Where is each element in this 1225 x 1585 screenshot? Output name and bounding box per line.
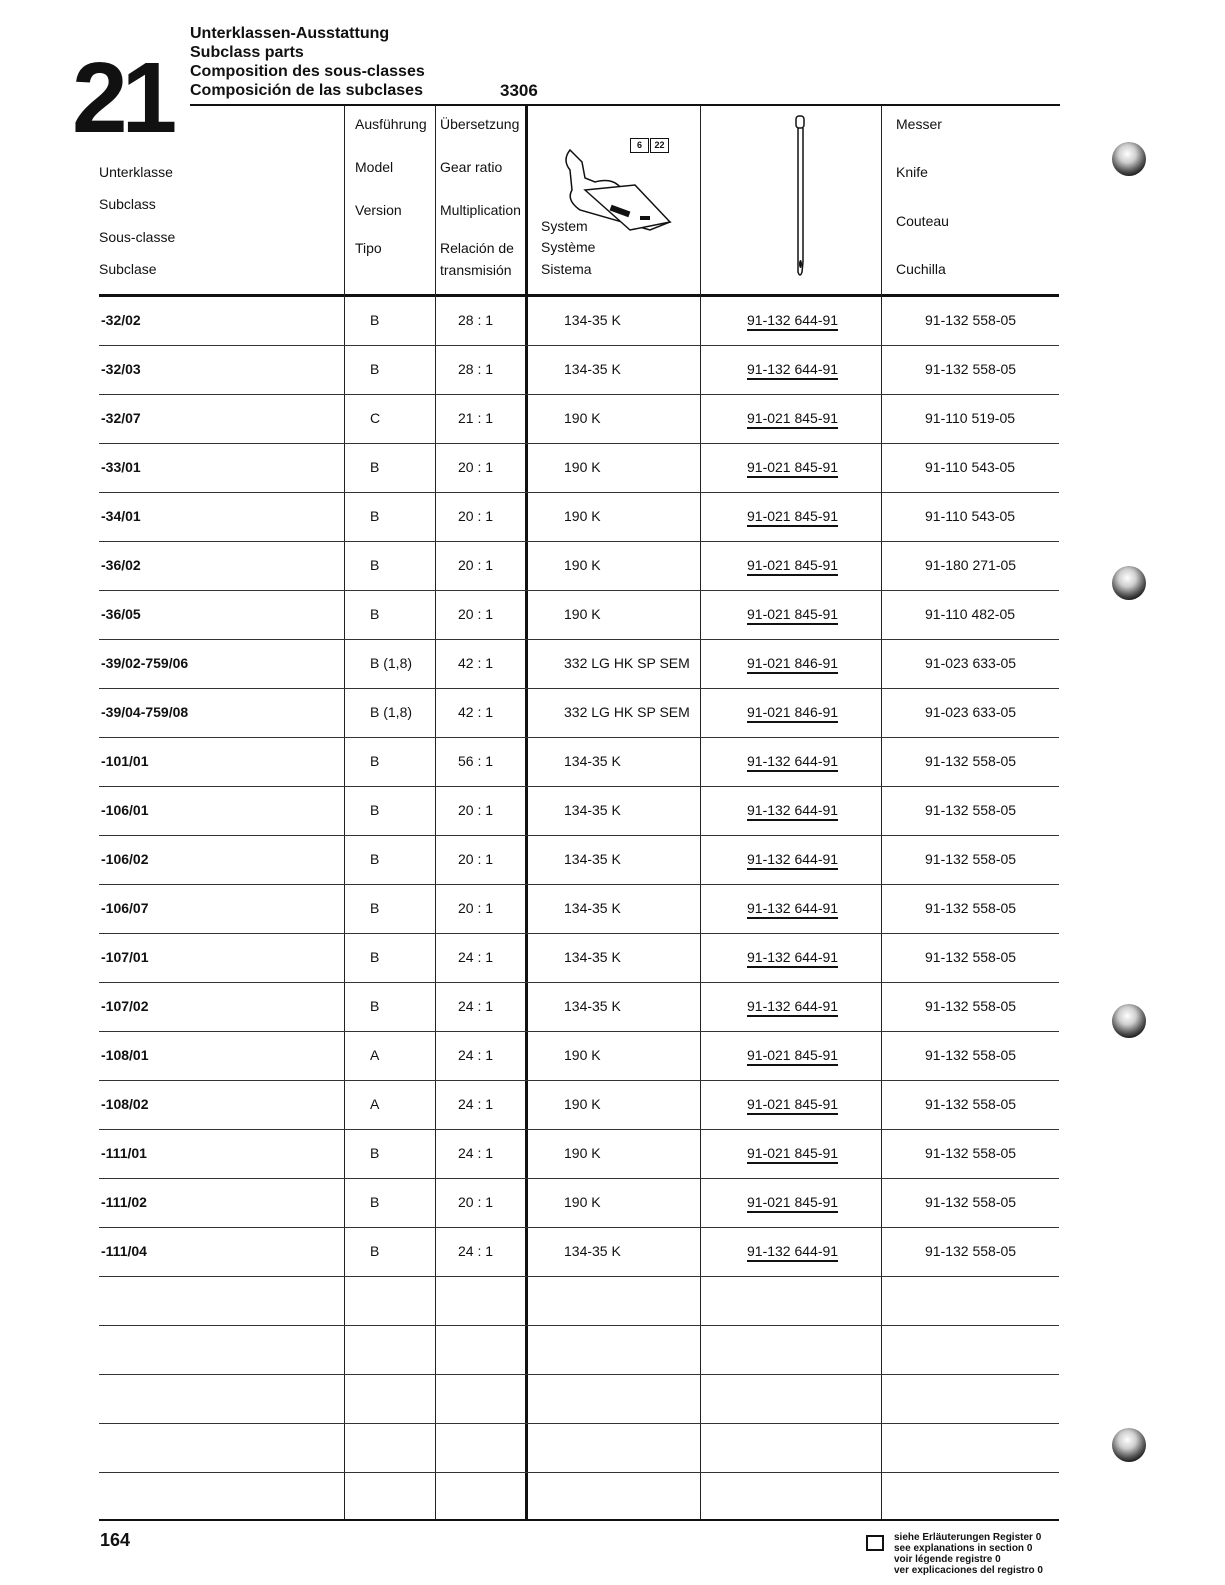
model-cell: B (370, 361, 380, 377)
knife-cell: 91-132 558-05 (925, 1194, 1017, 1210)
system-cell: 190 K (564, 1145, 601, 1161)
needle-plate-illustration (540, 130, 700, 240)
empty-row (99, 1472, 1059, 1521)
model-cell: B (370, 459, 380, 475)
system-cell: 332 LG HK SP SEM (564, 704, 690, 720)
needle-cell: 91-132 644-91 (747, 851, 838, 870)
legend-en: see explanations in section 0 (894, 1543, 1033, 1554)
model-cell: B (370, 1243, 380, 1259)
knife-cell: 91-132 558-05 (925, 1145, 1017, 1161)
gear-cell: 24 : 1 (458, 1096, 494, 1112)
table-row (99, 1031, 1059, 1081)
gear-cell: 24 : 1 (458, 998, 494, 1014)
binder-hole-icon (1112, 1004, 1146, 1038)
knife-cell: 91-132 558-05 (925, 900, 1017, 916)
gear-header-en: Gear ratio (440, 159, 503, 175)
needle-cell: 91-021 845-91 (747, 508, 838, 527)
needle-cell: 91-021 846-91 (747, 704, 838, 723)
system-cell: 134-35 K (564, 949, 621, 965)
badge-6: 6 (630, 138, 649, 153)
knife-cell: 91-132 558-05 (925, 1096, 1017, 1112)
needle-cell: 91-021 845-91 (747, 606, 838, 625)
table-row (99, 688, 1059, 738)
needle-cell: 91-021 845-91 (747, 459, 838, 478)
table-row (99, 884, 1059, 934)
knife-cell: 91-110 543-05 (925, 508, 1016, 524)
table-row (99, 1080, 1059, 1130)
gear-cell: 20 : 1 (458, 851, 494, 867)
model-cell: A (370, 1047, 380, 1063)
system-cell: 134-35 K (564, 753, 621, 769)
table-row (99, 443, 1059, 493)
title-fr: Composition des sous-classes (190, 63, 425, 80)
model-cell: B (370, 949, 380, 965)
knife-cell: 91-132 558-05 (925, 1243, 1017, 1259)
gear-cell: 21 : 1 (458, 410, 494, 426)
needle-cell: 91-021 845-91 (747, 410, 838, 429)
gear-cell: 20 : 1 (458, 1194, 494, 1210)
system-cell: 190 K (564, 557, 601, 573)
title-de: Unterklassen-Ausstattung (190, 25, 390, 42)
knife-cell: 91-110 482-05 (925, 606, 1016, 622)
knife-cell: 91-180 271-05 (925, 557, 1017, 573)
needle-cell: 91-021 845-91 (747, 1145, 838, 1164)
needle-cell: 91-132 644-91 (747, 753, 838, 772)
gear-cell: 24 : 1 (458, 1047, 494, 1063)
knife-cell: 91-132 558-05 (925, 949, 1017, 965)
knife-cell: 91-023 633-05 (925, 704, 1017, 720)
system-cell: 190 K (564, 459, 601, 475)
table-row (99, 933, 1059, 983)
gear-cell: 20 : 1 (458, 802, 494, 818)
system-cell: 134-35 K (564, 361, 621, 377)
model-cell: B (1,8) (370, 704, 413, 720)
needle-cell: 91-021 846-91 (747, 655, 838, 674)
gear-cell: 20 : 1 (458, 900, 494, 916)
system-cell: 332 LG HK SP SEM (564, 655, 690, 671)
model-cell: B (370, 1145, 380, 1161)
model-cell: B (370, 508, 380, 524)
table-row (99, 982, 1059, 1032)
badge-22: 22 (650, 138, 669, 153)
knife-cell: 91-132 558-05 (925, 851, 1017, 867)
model-cell: B (370, 557, 380, 573)
legend-box-icon (866, 1535, 884, 1551)
model-cell: B (1,8) (370, 655, 413, 671)
table-row (99, 1178, 1059, 1228)
table-bottom-rule (99, 1519, 1059, 1521)
subclass-cell: -111/04 (101, 1243, 147, 1259)
subclass-cell: -111/02 (101, 1194, 147, 1210)
knife-cell: 91-132 558-05 (925, 361, 1017, 377)
binder-hole-icon (1112, 142, 1146, 176)
table-row (99, 541, 1059, 591)
knife-header-en: Knife (896, 164, 928, 180)
gear-header-fr: Multiplication (440, 202, 521, 218)
system-cell: 134-35 K (564, 851, 621, 867)
table-row (99, 394, 1059, 444)
model-cell: B (370, 998, 380, 1014)
subclass-cell: -32/03 (101, 361, 141, 377)
subclass-cell: -32/07 (101, 410, 141, 426)
needle-cell: 91-132 644-91 (747, 361, 838, 380)
empty-row (99, 1423, 1059, 1473)
subclass-cell: -108/02 (101, 1096, 149, 1112)
system-cell: 190 K (564, 1194, 601, 1210)
model-cell: A (370, 1096, 380, 1112)
empty-row (99, 1374, 1059, 1424)
system-header-es: Sistema (541, 261, 592, 277)
model-cell: C (370, 410, 381, 426)
page-titles (190, 24, 425, 100)
gear-cell: 24 : 1 (458, 949, 494, 965)
gear-cell: 20 : 1 (458, 606, 494, 622)
system-cell: 190 K (564, 606, 601, 622)
table-row (99, 345, 1059, 395)
model-header-fr: Version (355, 202, 402, 218)
knife-cell: 91-110 519-05 (925, 410, 1016, 426)
system-cell: 190 K (564, 1047, 601, 1063)
page-number: 164 (100, 1530, 131, 1550)
table-row (99, 786, 1059, 836)
subclass-cell: -101/01 (101, 753, 149, 769)
needle-illustration (786, 112, 816, 282)
system-header-de: System (541, 218, 588, 234)
subclass-cell: -111/01 (101, 1145, 147, 1161)
empty-row (99, 1276, 1059, 1326)
table-row (99, 1227, 1059, 1277)
gear-cell: 20 : 1 (458, 459, 494, 475)
model-cell: B (370, 1194, 380, 1210)
system-cell: 190 K (564, 410, 601, 426)
table-row (99, 296, 1059, 346)
needle-cell: 91-021 845-91 (747, 1096, 838, 1115)
model-cell: B (370, 312, 380, 328)
gear-cell: 24 : 1 (458, 1243, 494, 1259)
subclass-cell: -34/01 (101, 508, 141, 524)
model-cell: B (370, 606, 380, 622)
gear-cell: 28 : 1 (458, 361, 494, 377)
machine-code: 3306 (500, 81, 538, 100)
needle-cell: 91-021 845-91 (747, 557, 838, 576)
gear-cell: 24 : 1 (458, 1145, 494, 1161)
system-cell: 134-35 K (564, 1243, 621, 1259)
subclass-header-en: Subclass (99, 196, 156, 212)
knife-header-es: Cuchilla (896, 261, 946, 277)
table-row (99, 492, 1059, 542)
system-cell: 190 K (564, 1096, 601, 1112)
knife-header-fr: Couteau (896, 213, 949, 229)
subclass-cell: -107/01 (101, 949, 149, 965)
subclass-header-fr: Sous-classe (99, 229, 176, 245)
knife-header-de: Messer (896, 116, 942, 132)
binder-hole-icon (1112, 566, 1146, 600)
needle-cell: 91-132 644-91 (747, 900, 838, 919)
model-cell: B (370, 900, 380, 916)
title-en: Subclass parts (190, 44, 304, 61)
system-cell: 134-35 K (564, 802, 621, 818)
subclass-header-de: Unterklasse (99, 164, 173, 180)
legend-de: siehe Erläuterungen Register 0 (894, 1532, 1042, 1543)
system-cell: 190 K (564, 508, 601, 524)
gear-header-es-1: Relación de (440, 240, 514, 256)
system-cell: 134-35 K (564, 312, 621, 328)
subclass-cell: -108/01 (101, 1047, 149, 1063)
needle-cell: 91-132 644-91 (747, 998, 838, 1017)
gear-cell: 20 : 1 (458, 557, 494, 573)
model-header-en: Model (355, 159, 394, 175)
knife-cell: 91-023 633-05 (925, 655, 1017, 671)
needle-cell: 91-021 845-91 (747, 1047, 838, 1066)
model-cell: B (370, 851, 380, 867)
subclass-cell: -32/02 (101, 312, 141, 328)
gear-cell: 28 : 1 (458, 312, 494, 328)
legend-es: ver explicaciones del registro 0 (894, 1565, 1043, 1576)
subclass-cell: -39/02-759/06 (101, 655, 189, 671)
binder-hole-icon (1112, 1428, 1146, 1462)
subclass-cell: -33/01 (101, 459, 141, 475)
system-header-fr: Système (541, 239, 596, 255)
knife-cell: 91-132 558-05 (925, 753, 1017, 769)
legend-fr: voir légende registre 0 (894, 1554, 1001, 1565)
table-row (99, 590, 1059, 640)
system-cell: 134-35 K (564, 998, 621, 1014)
needle-cell: 91-132 644-91 (747, 312, 838, 331)
empty-row (99, 1325, 1059, 1375)
gear-cell: 20 : 1 (458, 508, 494, 524)
gear-header-de: Übersetzung (440, 116, 520, 132)
subclass-cell: -36/02 (101, 557, 141, 573)
subclass-header-es: Subclase (99, 261, 157, 277)
title-es: Composición de las subclases (190, 82, 423, 99)
subclass-cell: -106/07 (101, 900, 149, 916)
needle-cell: 91-132 644-91 (747, 802, 838, 821)
subclass-cell: -107/02 (101, 998, 149, 1014)
model-cell: B (370, 802, 380, 818)
needle-cell: 91-132 644-91 (747, 949, 838, 968)
needle-cell: 91-132 644-91 (747, 1243, 838, 1262)
knife-cell: 91-132 558-05 (925, 312, 1017, 328)
subclass-cell: -36/05 (101, 606, 141, 622)
gear-cell: 56 : 1 (458, 753, 494, 769)
model-cell: B (370, 753, 380, 769)
legend (894, 1532, 1043, 1576)
title-rule (190, 104, 1060, 106)
model-header-de: Ausführung (355, 116, 427, 132)
needle-cell: 91-021 845-91 (747, 1194, 838, 1213)
gear-cell: 42 : 1 (458, 704, 494, 720)
table-row (99, 639, 1059, 689)
knife-cell: 91-132 558-05 (925, 998, 1017, 1014)
subclass-cell: -106/01 (101, 802, 149, 818)
gear-cell: 42 : 1 (458, 655, 494, 671)
knife-cell: 91-132 558-05 (925, 1047, 1017, 1063)
model-header-es: Tipo (355, 240, 382, 256)
system-cell: 134-35 K (564, 900, 621, 916)
gear-header-es-2: transmisión (440, 262, 512, 278)
subclass-cell: -106/02 (101, 851, 149, 867)
section-number: 21 (72, 42, 172, 154)
subclass-cell: -39/04-759/08 (101, 704, 189, 720)
table-row (99, 737, 1059, 787)
table-row (99, 835, 1059, 885)
knife-cell: 91-132 558-05 (925, 802, 1017, 818)
table-row (99, 1129, 1059, 1179)
knife-cell: 91-110 543-05 (925, 459, 1016, 475)
